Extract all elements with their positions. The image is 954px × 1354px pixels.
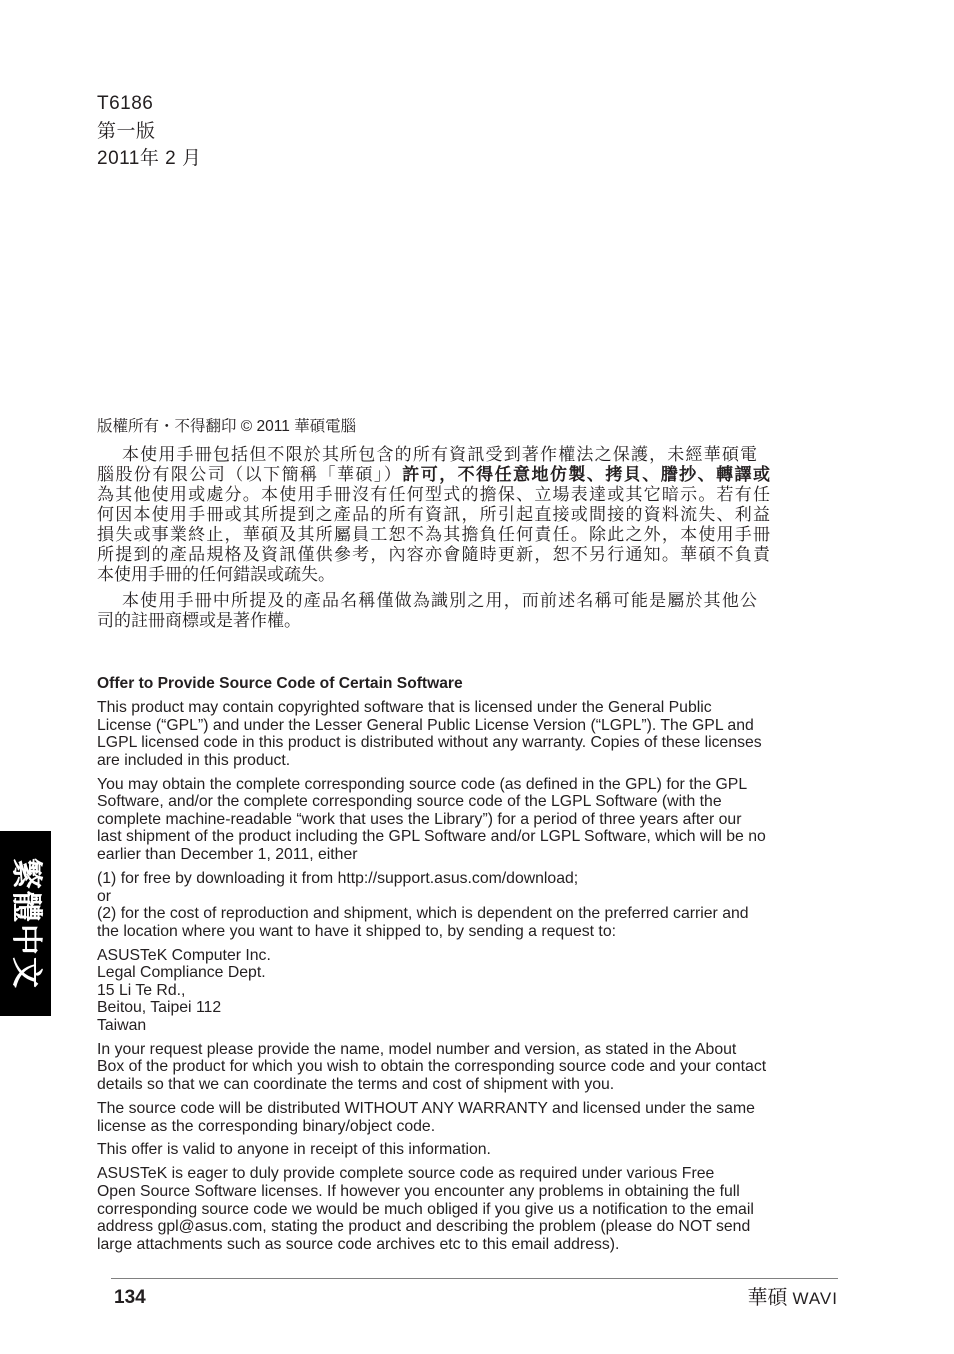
page-number: 134 bbox=[114, 1287, 146, 1308]
text-line: corresponding source code we would be much obliged if you give us a notification to the email bbox=[97, 1200, 754, 1218]
notice-line: 本使用手冊包括但不限於其所包含的所有資訊受到著作權法之保護，未經華碩電 bbox=[122, 445, 757, 465]
source-offer-heading: Offer to Provide Source Code of Certain Software bbox=[97, 675, 463, 692]
edition-block bbox=[97, 90, 201, 173]
text-line: Open Source Software licenses. If however you encounter any problems in obtaining the full bbox=[97, 1182, 740, 1200]
text-line: large attachments such as source code archives etc to this email address). bbox=[97, 1235, 620, 1253]
language-side-tab bbox=[0, 831, 51, 1016]
text-line: license as the corresponding binary/object code. bbox=[97, 1117, 436, 1135]
address-line: Beitou, Taipei 112 bbox=[97, 999, 222, 1017]
offer-paragraph-options bbox=[97, 870, 766, 940]
manual-model-code: T6186 bbox=[97, 93, 154, 114]
text-line: License (“GPL”) and under the Lesser General Public License Version (“LGPL”). The GPL and bbox=[97, 716, 754, 734]
offer-paragraph-contact bbox=[97, 1165, 766, 1253]
notice-line: 為其他使用或處分。本使用手冊沒有任何型式的擔保、立場表達或其它暗示。若有任 bbox=[97, 485, 770, 505]
notice-line bbox=[97, 465, 770, 485]
footer-brand: 華碩 bbox=[747, 1287, 788, 1309]
text-line: or bbox=[97, 887, 112, 905]
copyright-title: 版權所有・不得翻印 © 2011 華碩電腦 bbox=[97, 418, 357, 435]
text-line: are included in this product. bbox=[97, 751, 291, 769]
offer-paragraph-request-details bbox=[97, 1041, 766, 1094]
notice-line: 司的註冊商標或是著作權。 bbox=[97, 611, 301, 631]
text-line: LGPL licensed code in this product is distributed without any warranty. Copies of these licenses bbox=[97, 734, 762, 752]
text-line: the location where you want to have it shipped to, by sending a request to: bbox=[97, 922, 616, 940]
address-line: 15 Li Te Rd., bbox=[97, 981, 186, 999]
footer-title bbox=[747, 1286, 838, 1311]
offer-paragraph-gpl-intro bbox=[97, 699, 766, 769]
notice-line: 損失或事業終止，華碩及其所屬員工恕不為其擔負任何責任。除此之外，本使用手冊 bbox=[97, 525, 770, 545]
address-line: ASUSTeK Computer Inc. bbox=[97, 946, 271, 964]
text-line: details so that we can coordinate the terms and cost of shipment with you. bbox=[97, 1076, 615, 1094]
notice-line: 本使用手冊的任何錯誤或疏失。 bbox=[97, 565, 335, 585]
footer-product-name: WAVI bbox=[792, 1289, 838, 1308]
text-line: This product may contain copyrighted software that is licensed under the General Public bbox=[97, 699, 712, 716]
text-line: Software, and/or the complete corresponding source code of the LGPL Software (with the bbox=[97, 793, 722, 811]
text-line: (2) for the cost of reproduction and shipment, which is dependent on the preferred carrier and bbox=[97, 905, 749, 923]
source-offer-body bbox=[97, 699, 766, 1260]
text-line: You may obtain the complete corresponding source code (as defined in the GPL) for the GPL bbox=[97, 775, 748, 793]
notice-bold-text: 許可，不得任意地仿製、拷貝、謄抄、轉譯或 bbox=[402, 465, 771, 485]
text-line: In your request please provide the name, model number and version, as stated in the About bbox=[97, 1040, 737, 1058]
address-line: Taiwan bbox=[97, 1016, 147, 1034]
footer-divider bbox=[111, 1278, 838, 1279]
text-line: This offer is valid to anyone in receipt of this information. bbox=[97, 1141, 491, 1159]
language-tab-label: 繁體中文 bbox=[8, 857, 44, 990]
text-line: (1) for free by downloading it from http://support.asus.com/download; bbox=[97, 869, 579, 887]
text-line: complete machine-readable “work that uses the Library”) for a period of three years after our bbox=[97, 810, 742, 828]
offer-paragraph-validity bbox=[97, 1141, 766, 1159]
text-line: last shipment of the product including the GPL Software and/or LGPL Software, which will be no bbox=[97, 828, 766, 846]
notice-line: 本使用手冊中所提及的產品名稱僅做為識別之用，而前述名稱可能是屬於其他公 bbox=[122, 591, 757, 611]
address-line: Legal Compliance Dept. bbox=[97, 964, 266, 982]
notice-line-text: 腦股份有限公司（以下簡稱「華碩」） bbox=[97, 465, 403, 485]
text-line: address gpl@asus.com, stating the product and describing the problem (please do NOT send bbox=[97, 1218, 751, 1236]
offer-paragraph-obtain-source bbox=[97, 776, 766, 864]
text-line: The source code will be distributed WITHOUT ANY WARRANTY and licensed under the same bbox=[97, 1099, 755, 1117]
text-line: Box of the product for which you wish to obtain the corresponding source code and your contact bbox=[97, 1058, 767, 1076]
offer-paragraph-warranty bbox=[97, 1100, 766, 1135]
edition-date: 2011年 2 月 bbox=[97, 148, 202, 169]
text-line: ASUSTeK is eager to duly provide complete source code as required under various Free bbox=[97, 1165, 715, 1183]
copyright-notice-paragraph bbox=[97, 445, 770, 585]
text-line: earlier than December 1, 2011, either bbox=[97, 846, 358, 864]
notice-line: 所提到的產品規格及資訊僅供參考，內容亦會隨時更新，恕不另行通知。華碩不負責 bbox=[97, 545, 770, 565]
trademark-notice-paragraph bbox=[97, 591, 770, 631]
notice-line: 何因本使用手冊或其所提到之產品的所有資訊，所引起直接或間接的資料流失、利益 bbox=[97, 505, 770, 525]
offer-paragraph-address bbox=[97, 947, 766, 1035]
edition-version: 第一版 bbox=[97, 120, 156, 142]
